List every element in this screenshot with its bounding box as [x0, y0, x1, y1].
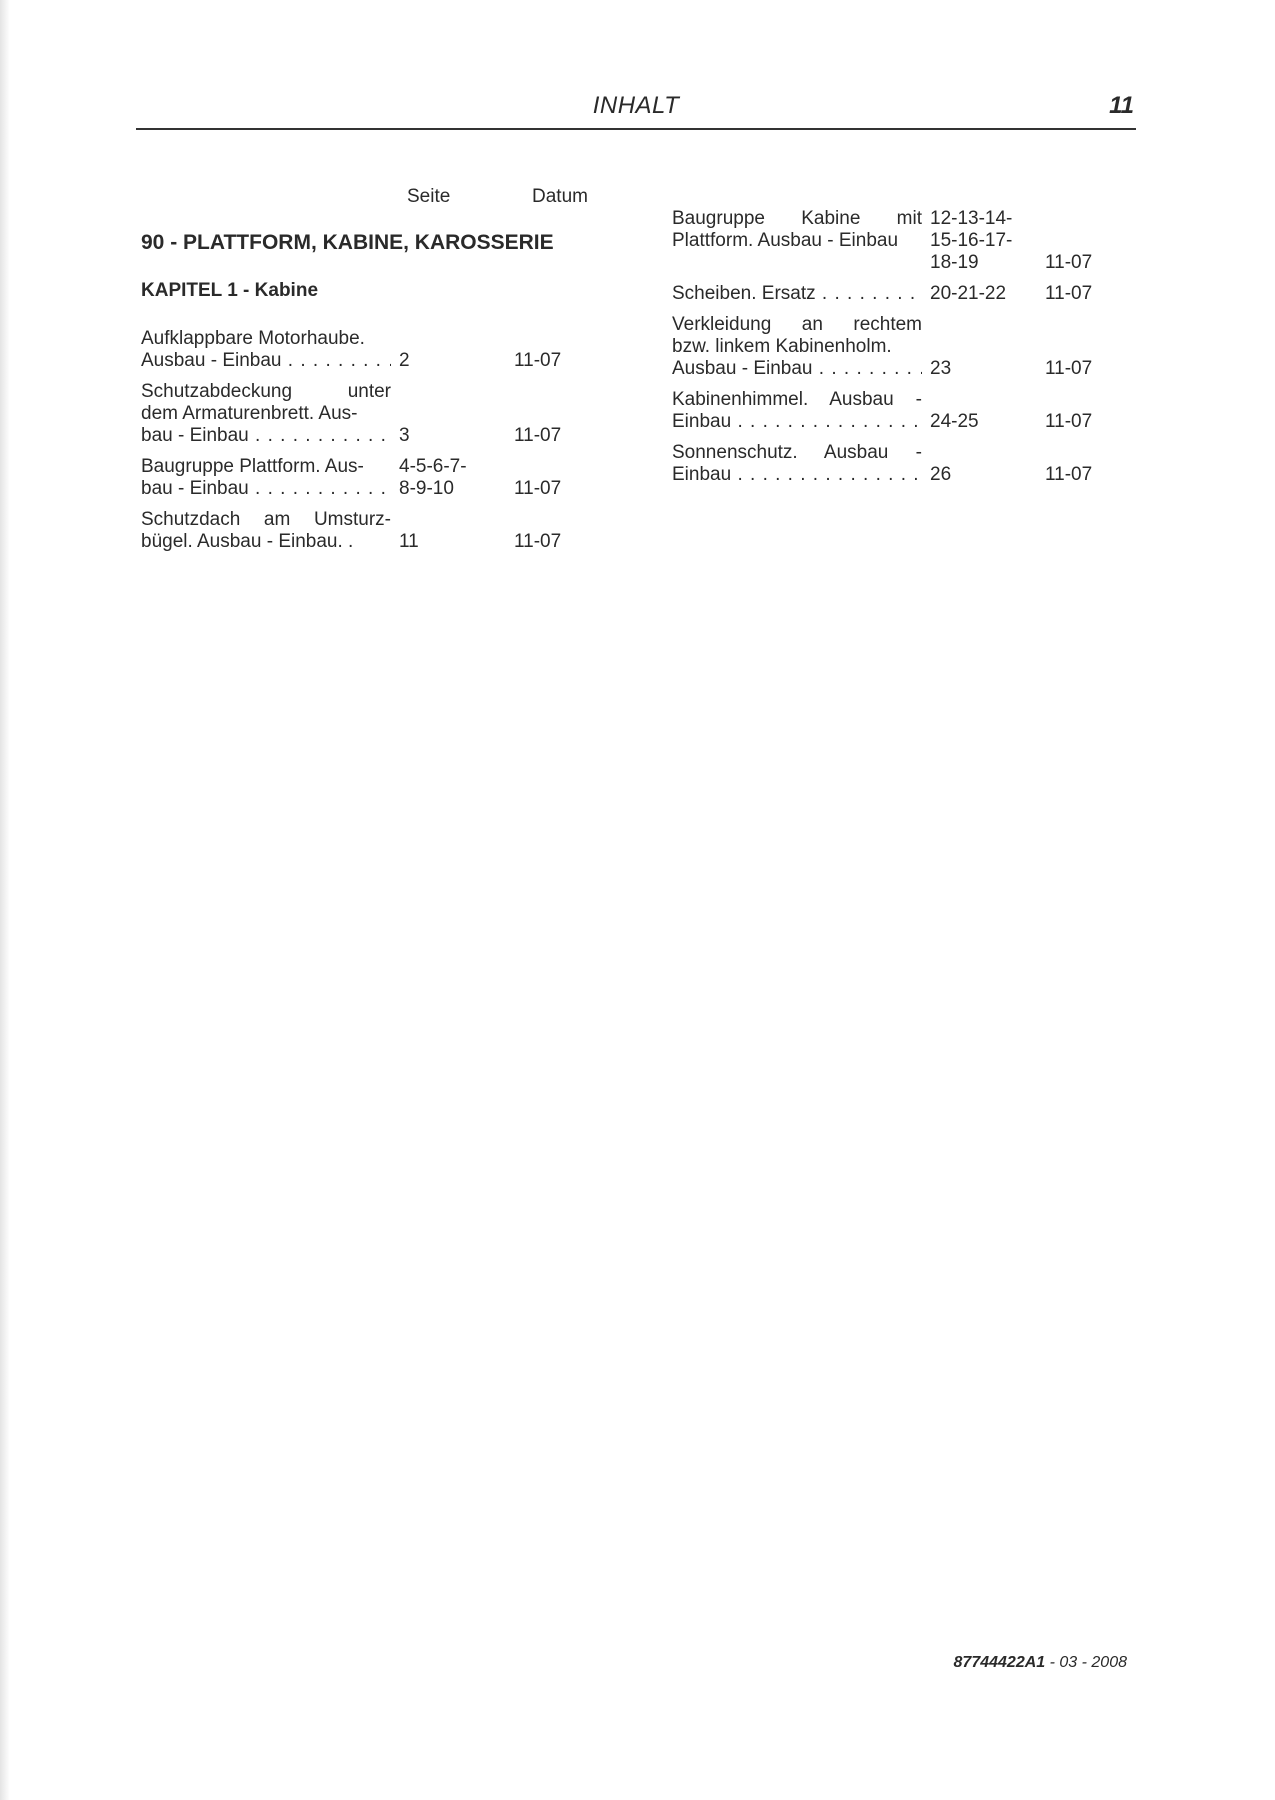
document-code: 87744422A1	[953, 1654, 1046, 1671]
entry-title	[141, 381, 391, 447]
toc-entry[interactable]	[141, 456, 601, 500]
entry-pages	[922, 358, 1045, 380]
entry-pages	[391, 456, 514, 500]
entry-date: 11-07	[1045, 464, 1093, 485]
header-title: INHALT	[592, 92, 680, 119]
entry-title	[672, 314, 922, 380]
entry-page: 2	[399, 350, 410, 371]
toc-entry[interactable]	[672, 186, 1132, 274]
toc-right-column	[672, 186, 1132, 495]
entry-title-line: bzw. linkem Kabinenholm.	[672, 336, 892, 357]
entry-title-line: dem Armaturenbrett. Aus-	[141, 403, 358, 424]
entry-date: 11-07	[1045, 283, 1093, 304]
entry-pages	[922, 464, 1045, 486]
entry-pages	[922, 283, 1045, 305]
section-title: 90 - PLATTFORM, KABINE, KAROSSERIE	[141, 231, 554, 254]
entry-page: 12-13-14-	[930, 208, 1013, 229]
header-page-number: 11	[1109, 92, 1134, 119]
entry-page: 20-21-22	[930, 283, 1007, 304]
entry-title-line: Baugruppe Kabine mit	[672, 208, 922, 229]
entry-title	[672, 208, 922, 274]
toc-entry[interactable]	[672, 442, 1132, 486]
entry-page: 3	[399, 425, 410, 446]
entry-page: 18-19	[930, 252, 979, 273]
entry-date: 11-07	[514, 478, 562, 499]
toc-entry[interactable]	[672, 283, 1132, 305]
entry-title-line: bügel. Ausbau - Einbau. .	[141, 531, 354, 552]
entry-pages	[391, 350, 514, 372]
toc-entry[interactable]	[672, 314, 1132, 380]
entry-title-line: Schutzabdeckung unter	[141, 381, 391, 402]
entry-title	[672, 283, 922, 305]
entry-date: 11-07	[514, 350, 562, 371]
entry-page: 4-5-6-7-	[399, 456, 467, 477]
entry-title	[141, 509, 391, 553]
entry-title-line: Sonnenschutz. Ausbau -	[672, 442, 922, 463]
toc-entry[interactable]	[141, 328, 601, 372]
entry-title-line: Baugruppe Plattform. Aus-	[141, 456, 364, 477]
entry-title-line: Schutzdach am Umsturz-	[141, 509, 391, 530]
toc-entry[interactable]	[141, 509, 601, 553]
header-rule	[136, 128, 1136, 130]
toc-entry[interactable]	[672, 389, 1132, 433]
entry-title-line: Einbau . . .	[672, 464, 922, 486]
entry-pages	[922, 411, 1045, 433]
toc-left-column	[141, 186, 601, 562]
toc-entry[interactable]	[141, 381, 601, 447]
entry-date: 11-07	[514, 531, 562, 552]
entry-date: 11-07	[1045, 252, 1093, 273]
entry-pages	[391, 531, 514, 553]
entry-title-line: Ausbau - Einbau . . .	[141, 350, 391, 372]
entry-page: 26	[930, 464, 952, 485]
page-header	[136, 90, 1136, 130]
entry-page: 15-16-17-	[930, 230, 1013, 251]
entry-title-line: Plattform. Ausbau - Einbau	[672, 230, 899, 251]
entry-title-line: Aufklappbare Motorhaube.	[141, 328, 365, 349]
entry-title-line: bau - Einbau . . .	[141, 425, 391, 447]
entry-page: 11	[399, 531, 419, 552]
entry-title-line: Einbau . . .	[672, 411, 922, 433]
entry-title-line: Verkleidung an rechtem	[672, 314, 922, 335]
seite-header: Seite	[407, 186, 451, 207]
entry-page: 24-25	[930, 411, 979, 432]
entry-title	[672, 442, 922, 486]
entry-date: 11-07	[514, 425, 562, 446]
entry-date: 11-07	[1045, 411, 1093, 432]
entry-title-line: bau - Einbau . . .	[141, 478, 391, 500]
datum-header: Datum	[532, 186, 588, 207]
entry-title-line: Kabinenhimmel. Ausbau -	[672, 389, 922, 410]
chapter-title: KAPITEL 1 - Kabine	[141, 280, 319, 301]
document-footer	[954, 1654, 1127, 1672]
entry-title	[672, 389, 922, 433]
entry-pages	[922, 186, 1045, 274]
entry-page	[930, 186, 1045, 208]
entry-title	[141, 456, 391, 500]
column-headers	[141, 186, 601, 212]
entry-title-line: Ausbau - Einbau . . .	[672, 358, 922, 380]
scan-edge-shadow	[0, 0, 10, 1800]
entry-title-line: Scheiben. Ersatz . . .	[672, 283, 922, 305]
entry-date: 11-07	[1045, 358, 1093, 379]
document-date: - 03 - 2008	[1045, 1654, 1127, 1671]
entry-pages	[391, 425, 514, 447]
entry-page: 8-9-10	[399, 478, 454, 499]
entry-title	[141, 328, 391, 372]
entry-page: 23	[930, 358, 952, 379]
